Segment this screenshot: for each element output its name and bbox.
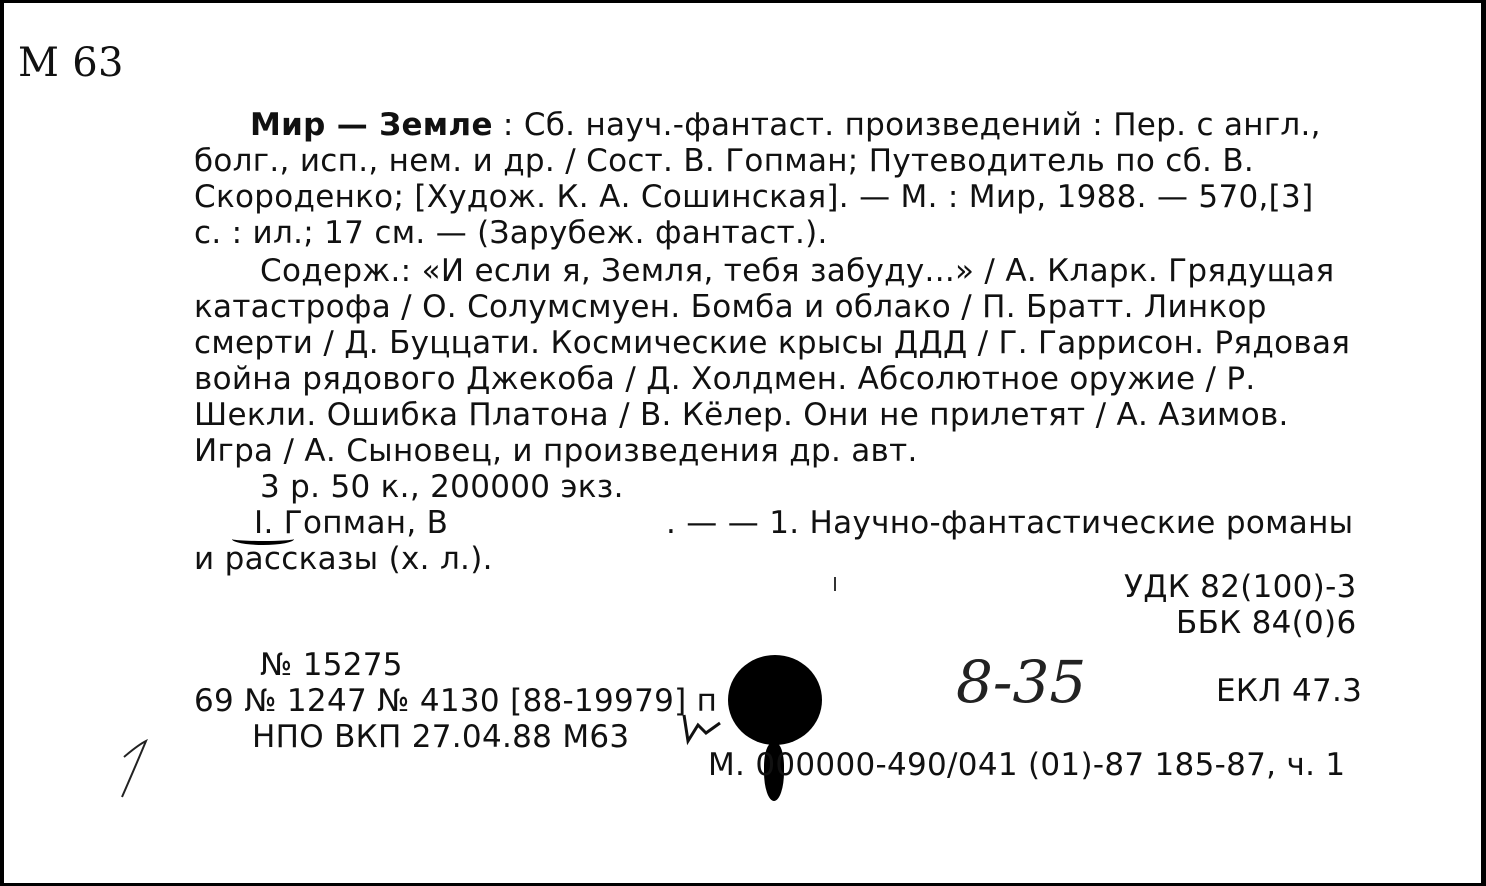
body-line: болг., исп., нем. и др. / Сост. В. Гопман; Путеводитель по сб. В.	[194, 143, 1255, 179]
handwritten-stroke	[680, 711, 726, 747]
title-line	[250, 107, 1321, 143]
call-number: М 63	[18, 40, 124, 86]
contents-line: Игра / А. Сыновец, и произведения др. авт.	[194, 433, 918, 469]
body-line: Скороденко; [Худож. К. А. Сошинская]. — М. : Мир, 1988. — 570,[3]	[194, 179, 1314, 215]
ekl-code: ЕКЛ 47.3	[1216, 673, 1363, 709]
title-rest: : Сб. науч.-фантаст. произведений : Пер. с англ.,	[492, 107, 1321, 143]
title-heading: Мир — Земле	[250, 107, 493, 143]
order-line: 69 № 1247 № 4130 [88-19979] п	[194, 683, 718, 719]
bbk-code: ББК 84(0)6	[1176, 605, 1357, 641]
stray-mark	[834, 577, 836, 591]
ink-blot	[728, 655, 822, 745]
number-line: № 15275	[260, 647, 403, 683]
price-line: 3 р. 50 к., 200000 экз.	[260, 469, 624, 505]
contents-line: катастрофа / О. Солумсмуен. Бомба и облако / П. Братт. Линкор	[194, 289, 1267, 325]
body-line: с. : ил.; 17 см. — (Зарубеж. фантаст.).	[194, 215, 828, 251]
contents-line: смерти / Д. Буццати. Космические крысы ДДД / Г. Гаррисон. Рядовая	[194, 325, 1351, 361]
udk-code: УДК 82(100)-3	[1124, 569, 1357, 605]
contents-line: Шекли. Ошибка Платона / В. Кёлер. Они не прилетят / А. Азимов.	[194, 397, 1289, 433]
tracing-continuation: и рассказы (х. л.).	[194, 541, 493, 577]
handwritten-price: 8-35	[956, 648, 1087, 716]
pencil-mark	[112, 739, 156, 803]
bottom-code: М. 000000-490/041 (01)-87 185-87, ч. 1	[708, 747, 1346, 783]
contents-line: война рядового Джекоба / Д. Холдмен. Абсолютное оружие / Р.	[194, 361, 1256, 397]
contents-line: Содерж.: «И если я, Земля, тебя забуду...» / А. Кларк. Грядущая	[260, 253, 1335, 289]
npo-line: НПО ВКП 27.04.88 М63	[252, 719, 630, 755]
tracing-subject: . — — 1. Научно-фантастические романы	[666, 505, 1354, 541]
tracing-author: I. Гопман, В	[254, 505, 449, 541]
